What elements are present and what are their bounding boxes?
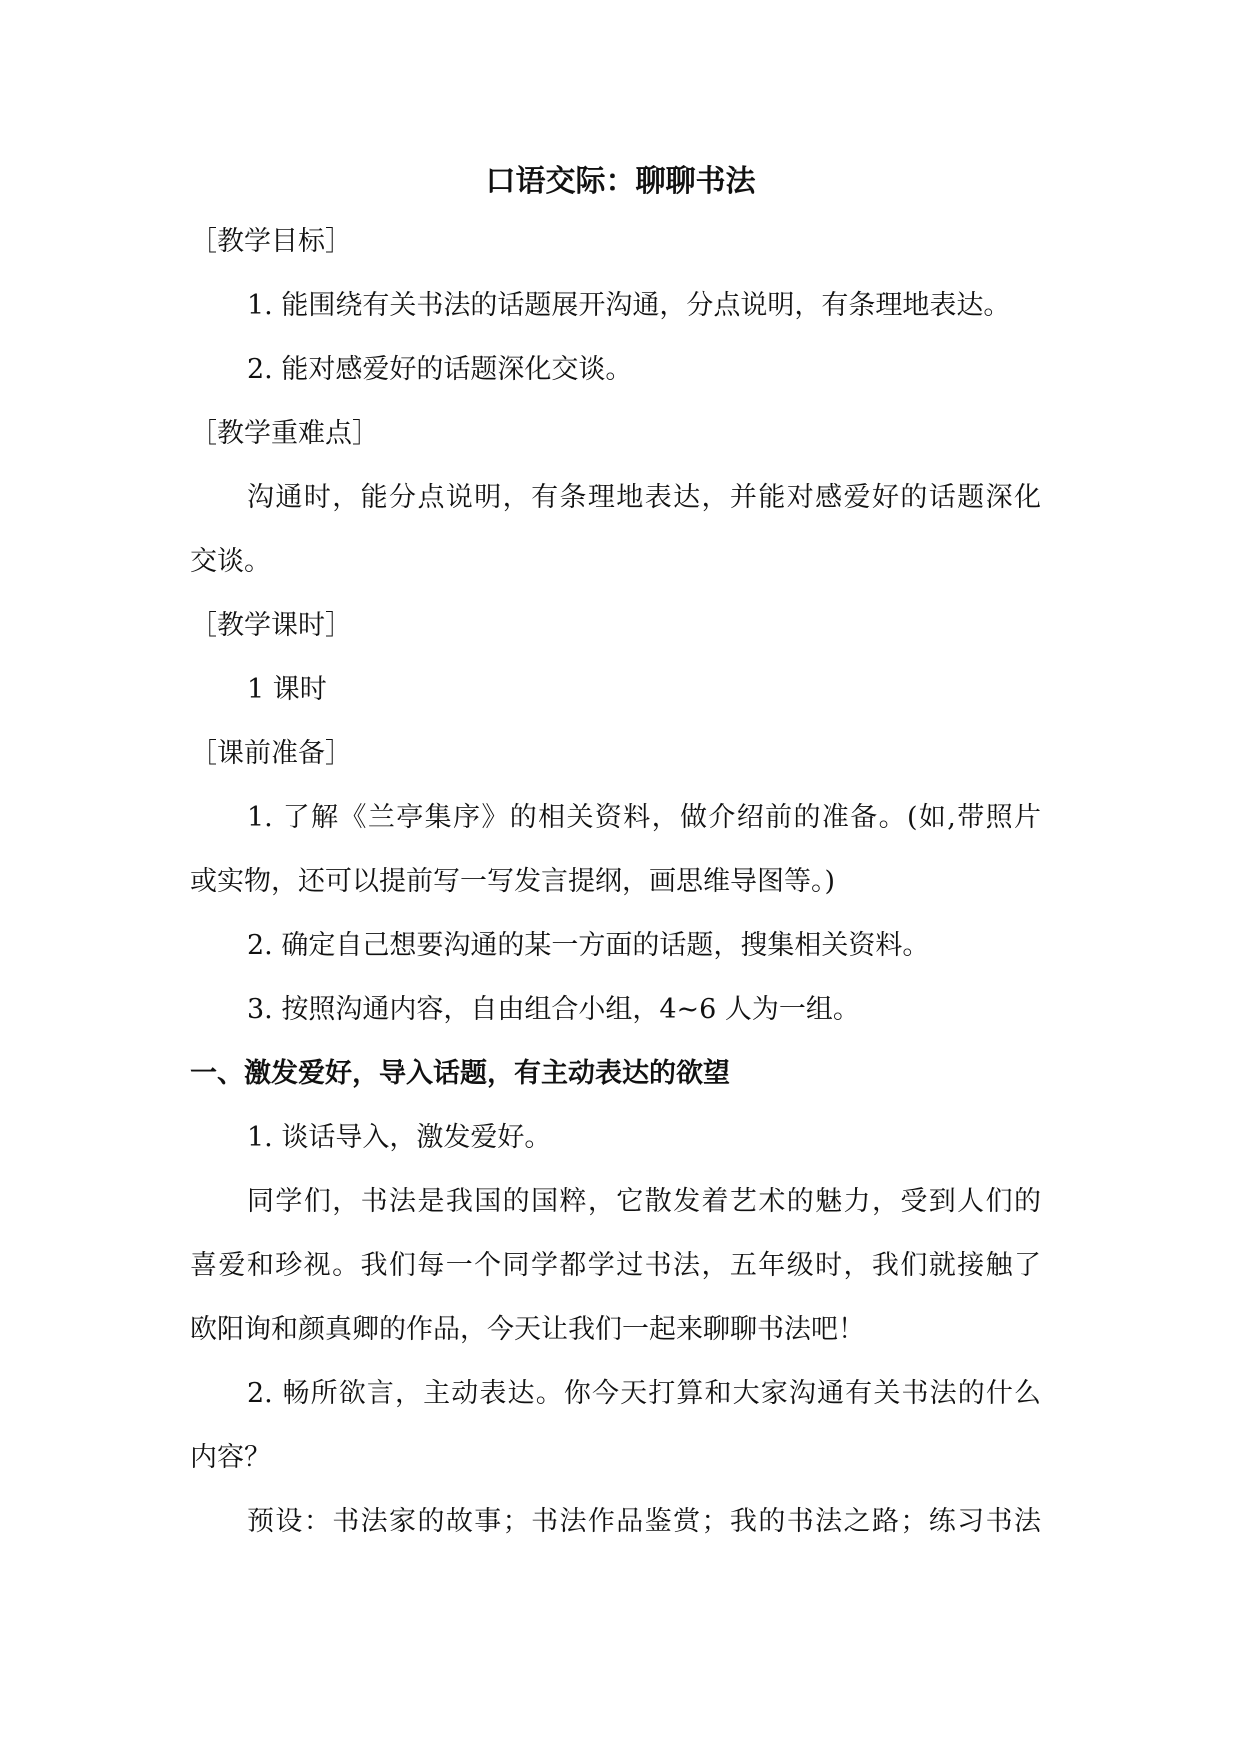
- preparation-item: 1. 了解《兰亭集序》的相关资料，做介绍前的准备。(如,带照片: [247, 802, 1041, 833]
- step-text: 1. 谈话导入，激发爱好。: [247, 1122, 552, 1153]
- paragraph-line: 同学们，书法是我国的国粹，它散发着艺术的魅力，受到人们的: [247, 1186, 1041, 1217]
- preparation-item: 3. 按照沟通内容，自由组合小组，4~6 人为一组。: [247, 994, 860, 1025]
- step-text: 2. 畅所欲言，主动表达。你今天打算和大家沟通有关书法的什么: [247, 1378, 1041, 1409]
- paragraph-line: 喜爱和珍视。我们每一个同学都学过书法，五年级时，我们就接触了: [190, 1250, 1041, 1281]
- key-points-text: 沟通时，能分点说明，有条理地表达，并能对感爱好的话题深化: [247, 482, 1041, 513]
- objectives-heading: ［教学目标］: [190, 226, 352, 257]
- preparation-heading: ［课前准备］: [190, 738, 352, 769]
- key-points-heading: ［教学重难点］: [190, 418, 379, 449]
- objective-item: 2. 能对感爱好的话题深化交谈。: [247, 354, 633, 385]
- periods-heading: ［教学课时］: [190, 610, 352, 641]
- section-heading: 一、激发爱好，导入话题，有主动表达的欲望: [190, 1058, 730, 1089]
- paragraph-line: 欧阳询和颜真卿的作品，今天让我们一起来聊聊书法吧！: [190, 1314, 865, 1345]
- preset-text: 预设：书法家的故事；书法作品鉴赏；我的书法之路；练习书法: [247, 1506, 1041, 1537]
- objective-item: 1. 能围绕有关书法的话题展开沟通，分点说明，有条理地表达。: [247, 290, 1011, 321]
- periods-value: 1 课时: [247, 674, 327, 705]
- key-points-text-continued: 交谈。: [190, 546, 271, 577]
- preparation-item: 2. 确定自己想要沟通的某一方面的话题，搜集相关资料。: [247, 930, 930, 961]
- step-text-continued: 内容？: [190, 1442, 271, 1473]
- document-title: 口语交际：聊聊书法: [485, 164, 756, 199]
- preparation-item-continued: 或实物，还可以提前写一写发言提纲，画思维导图等。): [190, 866, 836, 897]
